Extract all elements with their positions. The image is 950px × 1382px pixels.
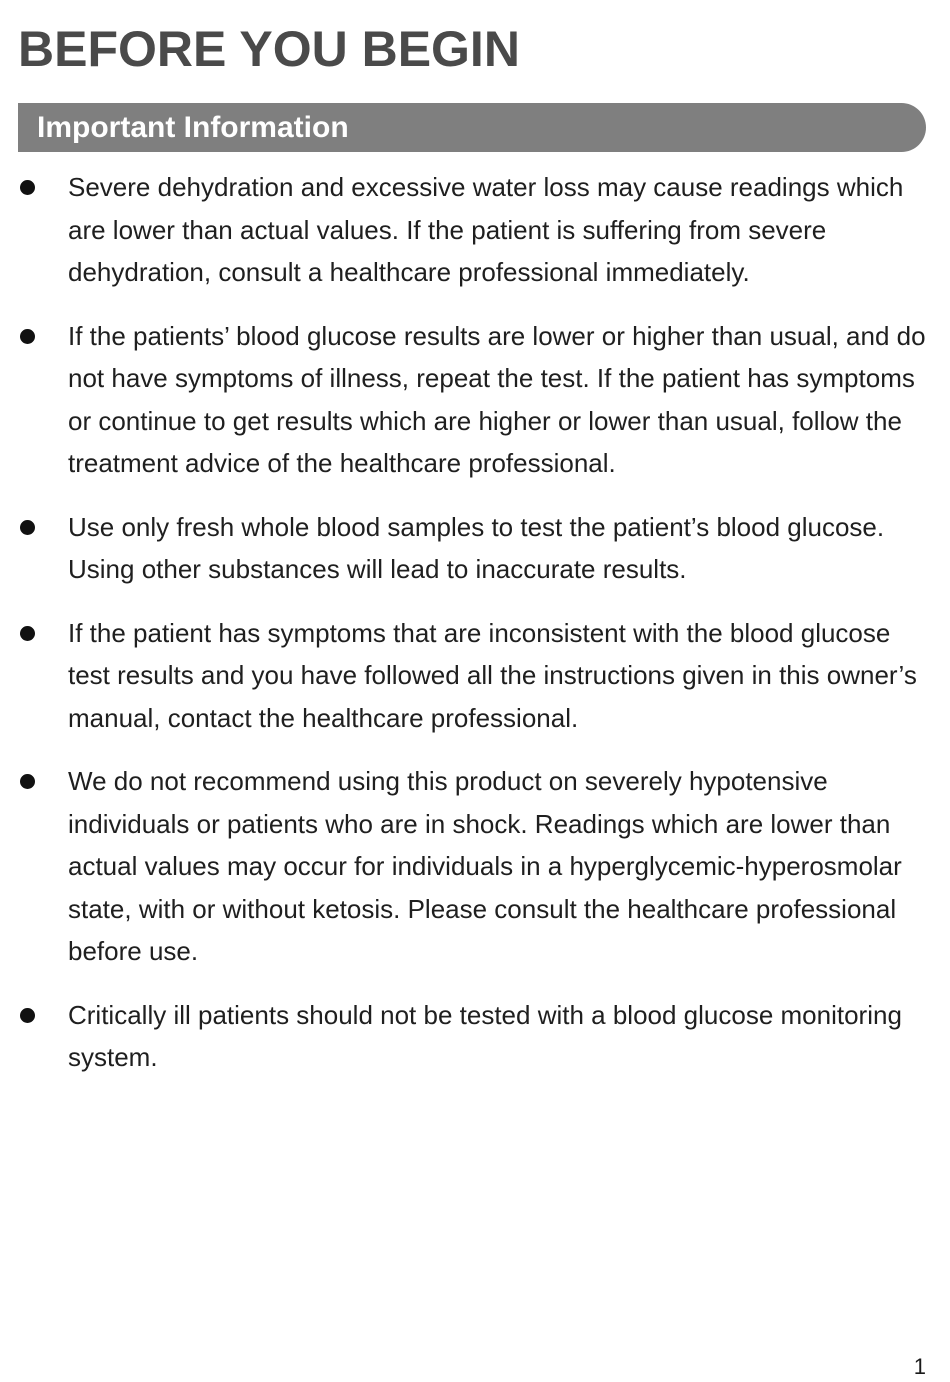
list-item-text: Critically ill patients should not be tested with a blood glucose monitoring system. (68, 999, 902, 1072)
page-title: BEFORE YOU BEGIN (18, 21, 520, 77)
list-item-text: If the patient has symptoms that are inconsistent with the blood glucose test results and you have followed all the instructions given in this owner’s manual, contact the healthcare professional. (68, 617, 917, 733)
list-item (18, 760, 928, 973)
list-item-text: Use only fresh whole blood samples to test the patient’s blood glucose. Using other substances will lead to inaccurate results. (68, 511, 885, 584)
bullet-icon (20, 1008, 35, 1023)
bullet-icon (20, 180, 35, 195)
list-item-text: Severe dehydration and excessive water loss may cause readings which are lower than actual values. If the patient is suffering from severe dehydration, consult a healthcare professional immediately. (68, 172, 904, 287)
list-item (18, 506, 928, 591)
list-item-text: We do not recommend using this product on severely hypotensive individuals or patients who are in shock. Readings which are lower than actual values may occur for individuals in a hyperglycemic-hyperosmolar state, with or without ketosis. Please consult the healthcare professional before use. (68, 766, 902, 966)
list-item-text: If the patients’ blood glucose results are lower or higher than usual, and do not have symptoms of illness, repeat the test. If the patient has symptoms or continue to get results which are higher or lower than usual, follow the treatment advice of the healthcare professional. (68, 320, 926, 478)
section-banner (18, 103, 926, 152)
list-item (18, 612, 928, 740)
list-item (18, 315, 928, 485)
page-number: 1 (913, 1354, 926, 1379)
bullet-icon (20, 329, 35, 344)
list-item (18, 994, 928, 1079)
bullet-list (18, 166, 928, 1100)
bullet-icon (20, 626, 35, 641)
bullet-icon (20, 774, 35, 789)
bullet-icon (20, 520, 35, 535)
section-heading: Important Information (37, 110, 349, 144)
list-item (18, 166, 928, 294)
